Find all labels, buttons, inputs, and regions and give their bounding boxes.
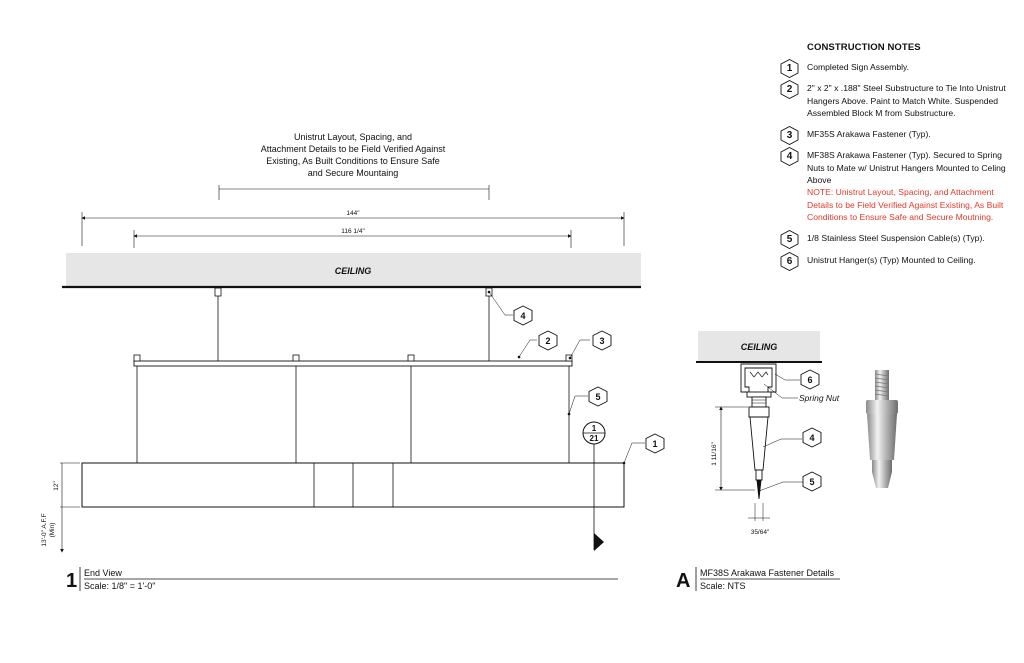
note-text: Completed Sign Assembly. [807, 62, 910, 72]
detail-scale: Scale: NTS [700, 581, 746, 591]
detail-title: MF38S Arakawa Fastener Details [700, 568, 835, 578]
detail-letter: A [676, 570, 691, 592]
note-4 [780, 149, 1010, 223]
drawing-number: 1 [66, 570, 78, 592]
note-number: 6 [786, 255, 793, 267]
callout-line-1: Unistrut Layout, Spacing, and [293, 132, 413, 142]
tag-3 [593, 331, 611, 350]
hanger-left [215, 288, 221, 361]
tag-2 [539, 331, 557, 350]
sign-assembly [82, 463, 624, 507]
detail-tag-6 [801, 370, 819, 389]
tag-5 [589, 387, 607, 406]
steel-substructure [134, 361, 572, 366]
tag-1 [646, 434, 664, 453]
svg-text:1: 1 [652, 439, 658, 449]
detail-a-title-block [676, 567, 840, 592]
svg-text:6: 6 [807, 375, 813, 385]
svg-text:3: 3 [599, 336, 605, 346]
leader-dots [488, 291, 626, 465]
dim-aff-min-label: (Min) [49, 522, 56, 538]
note-text: MF38S Arakawa Fastener (Typ). Secured to Spring Nuts to Mate w/ Unistrut Hangers Mounted to Celing Above [807, 150, 1006, 186]
svg-text:5: 5 [595, 392, 601, 402]
dimension-inner-width [134, 228, 571, 248]
note-number: 3 [786, 130, 793, 142]
hanger-right [486, 288, 492, 361]
note-text: 1/8 Stainless Steel Suspension Cable(s) (Typ). [807, 233, 985, 244]
mf38s-fastener [749, 397, 769, 499]
callout-line-3: Existing, As Built Conditions to Ensure Safe [266, 156, 440, 166]
note-6 [780, 254, 1010, 266]
detail-dimension-length [711, 407, 755, 490]
svg-text:4: 4 [809, 433, 815, 443]
suspension-cables [137, 366, 569, 463]
section-sheet: 21 [589, 434, 599, 443]
note-5 [780, 232, 1010, 244]
note-number: 5 [786, 234, 793, 246]
drawing-title: End View [84, 568, 122, 578]
drawing-scale: Scale: 1/8" = 1'-0" [84, 581, 156, 591]
leader-lines [489, 292, 645, 463]
callout-line-2: Attachment Details to be Field Verified Against [260, 144, 446, 154]
detail-dimension-width [748, 503, 770, 536]
mf35s-fasteners [134, 355, 572, 361]
notes-title: CONSTRUCTION NOTES [807, 42, 921, 53]
note-1 [780, 61, 1010, 73]
note-warning: NOTE: Unistrut Layout, Spacing, and Attachment Details to be Field Verified Against Existing, As Built Conditions to Ensure Safe and Secure Moutning. [807, 187, 1004, 222]
note-2 [780, 82, 1010, 119]
note-number: 1 [786, 63, 793, 74]
dim-height-label: 12" [53, 481, 60, 491]
dimension-sign-height [53, 463, 80, 507]
dim-overall-label: 144" [346, 210, 360, 217]
detail-tag-5 [803, 472, 821, 491]
svg-text:5: 5 [809, 477, 815, 487]
end-view-title-block [66, 567, 618, 592]
svg-text:4: 4 [520, 311, 526, 321]
detail-dim-width-label: 35/64" [750, 529, 770, 536]
callout-line-4: and Secure Mountaing [307, 168, 399, 178]
dim-inner-label: 116 1/4" [341, 228, 365, 235]
detail-ceiling-label: CEILING [740, 342, 778, 352]
dim-aff-label: 13'-0" A.F.F [41, 513, 48, 547]
field-verify-callout [219, 132, 489, 200]
note-text: Unistrut Hanger(s) (Typ) Mounted to Ceiling. [807, 254, 976, 265]
tag-4 [514, 306, 532, 325]
dimension-aff [41, 507, 62, 552]
spring-nut-label: Spring Nut [799, 393, 840, 403]
svg-text:2: 2 [545, 336, 551, 346]
note-number: 4 [786, 151, 793, 163]
note-text: 2" x 2" x .188" Steel Substructure to Tie Into Unistrut Hangers Above. Paint to Match White. Suspended Assembled Block M from Substructure. [807, 83, 1006, 118]
note-text: MF35S Arakawa Fastener (Typ). [807, 129, 931, 140]
note-number: 2 [786, 84, 793, 96]
end-view [41, 132, 664, 592]
fastener-photo [866, 370, 898, 488]
detail-dim-length-label: 1 11/16" [711, 442, 718, 466]
detail-a [676, 331, 898, 592]
section-number: 1 [591, 424, 597, 433]
construction-notes [780, 42, 1010, 275]
unistrut-channel [741, 364, 776, 397]
note-3 [780, 128, 1010, 140]
ceiling-label: CEILING [334, 266, 372, 276]
detail-tag-4 [803, 428, 821, 447]
